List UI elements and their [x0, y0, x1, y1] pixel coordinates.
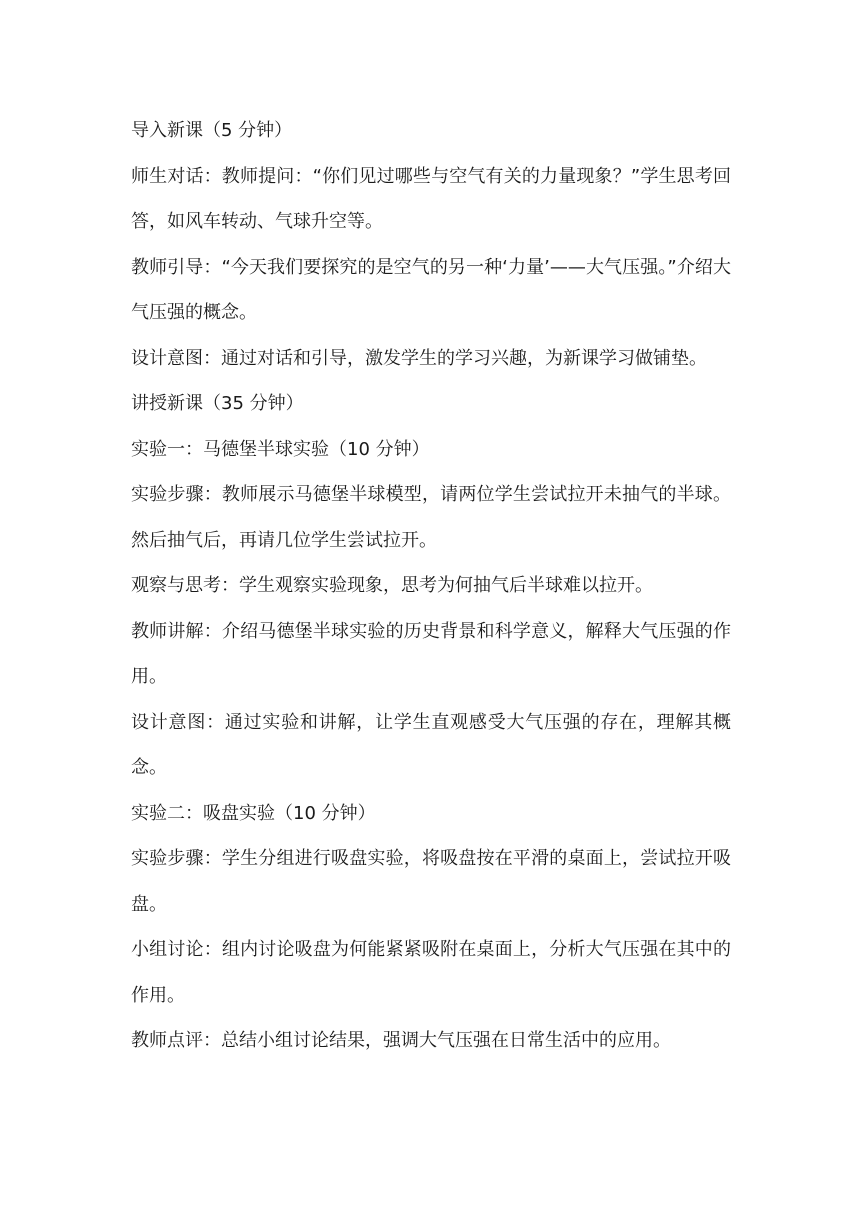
paragraph-experiment-1-steps: 实验步骤：教师展示马德堡半球模型，请两位学生尝试拉开未抽气的半球。然后抽气后，再请几位学生尝试拉开。 — [131, 484, 731, 551]
experiment-heading-1: 实验一：马德堡半球实验（10 分钟） — [131, 438, 430, 460]
paragraph-design-intent-1: 设计意图：通过对话和引导，激发学生的学习兴趣，为新课学习做铺垫。 — [131, 347, 707, 369]
experiment-heading-2: 实验二：吸盘实验（10 分钟） — [131, 802, 376, 824]
document-body — [131, 108, 731, 1064]
paragraph-design-intent-2: 设计意图：通过实验和讲解，让学生直观感受大气压强的存在，理解其概念。 — [131, 711, 731, 778]
paragraph-group-discussion: 小组讨论：组内讨论吸盘为何能紧紧吸附在桌面上，分析大气压强在其中的作用。 — [131, 939, 731, 1006]
paragraph-experiment-2-steps: 实验步骤：学生分组进行吸盘实验，将吸盘按在平滑的桌面上，尝试拉开吸盘。 — [131, 848, 731, 915]
paragraph-teacher-comment: 教师点评：总结小组讨论结果，强调大气压强在日常生活中的应用。 — [131, 1030, 671, 1051]
paragraph-dialogue: 师生对话：教师提问：“你们见过哪些与空气有关的力量现象？”学生思考回答，如风车转动、气球升空等。 — [131, 165, 731, 232]
paragraph-guidance: 教师引导：“今天我们要探究的是空气的另一种‘力量’——大气压强。”介绍大气压强的概念。 — [131, 256, 731, 323]
section-heading-intro: 导入新课（5 分钟） — [131, 120, 293, 141]
paragraph-observation: 观察与思考：学生观察实验现象，思考为何抽气后半球难以拉开。 — [131, 575, 653, 596]
paragraph-teacher-explanation: 教师讲解：介绍马德堡半球实验的历史背景和科学意义，解释大气压强的作用。 — [131, 620, 731, 687]
section-heading-new-lesson: 讲授新课（35 分钟） — [131, 393, 304, 414]
